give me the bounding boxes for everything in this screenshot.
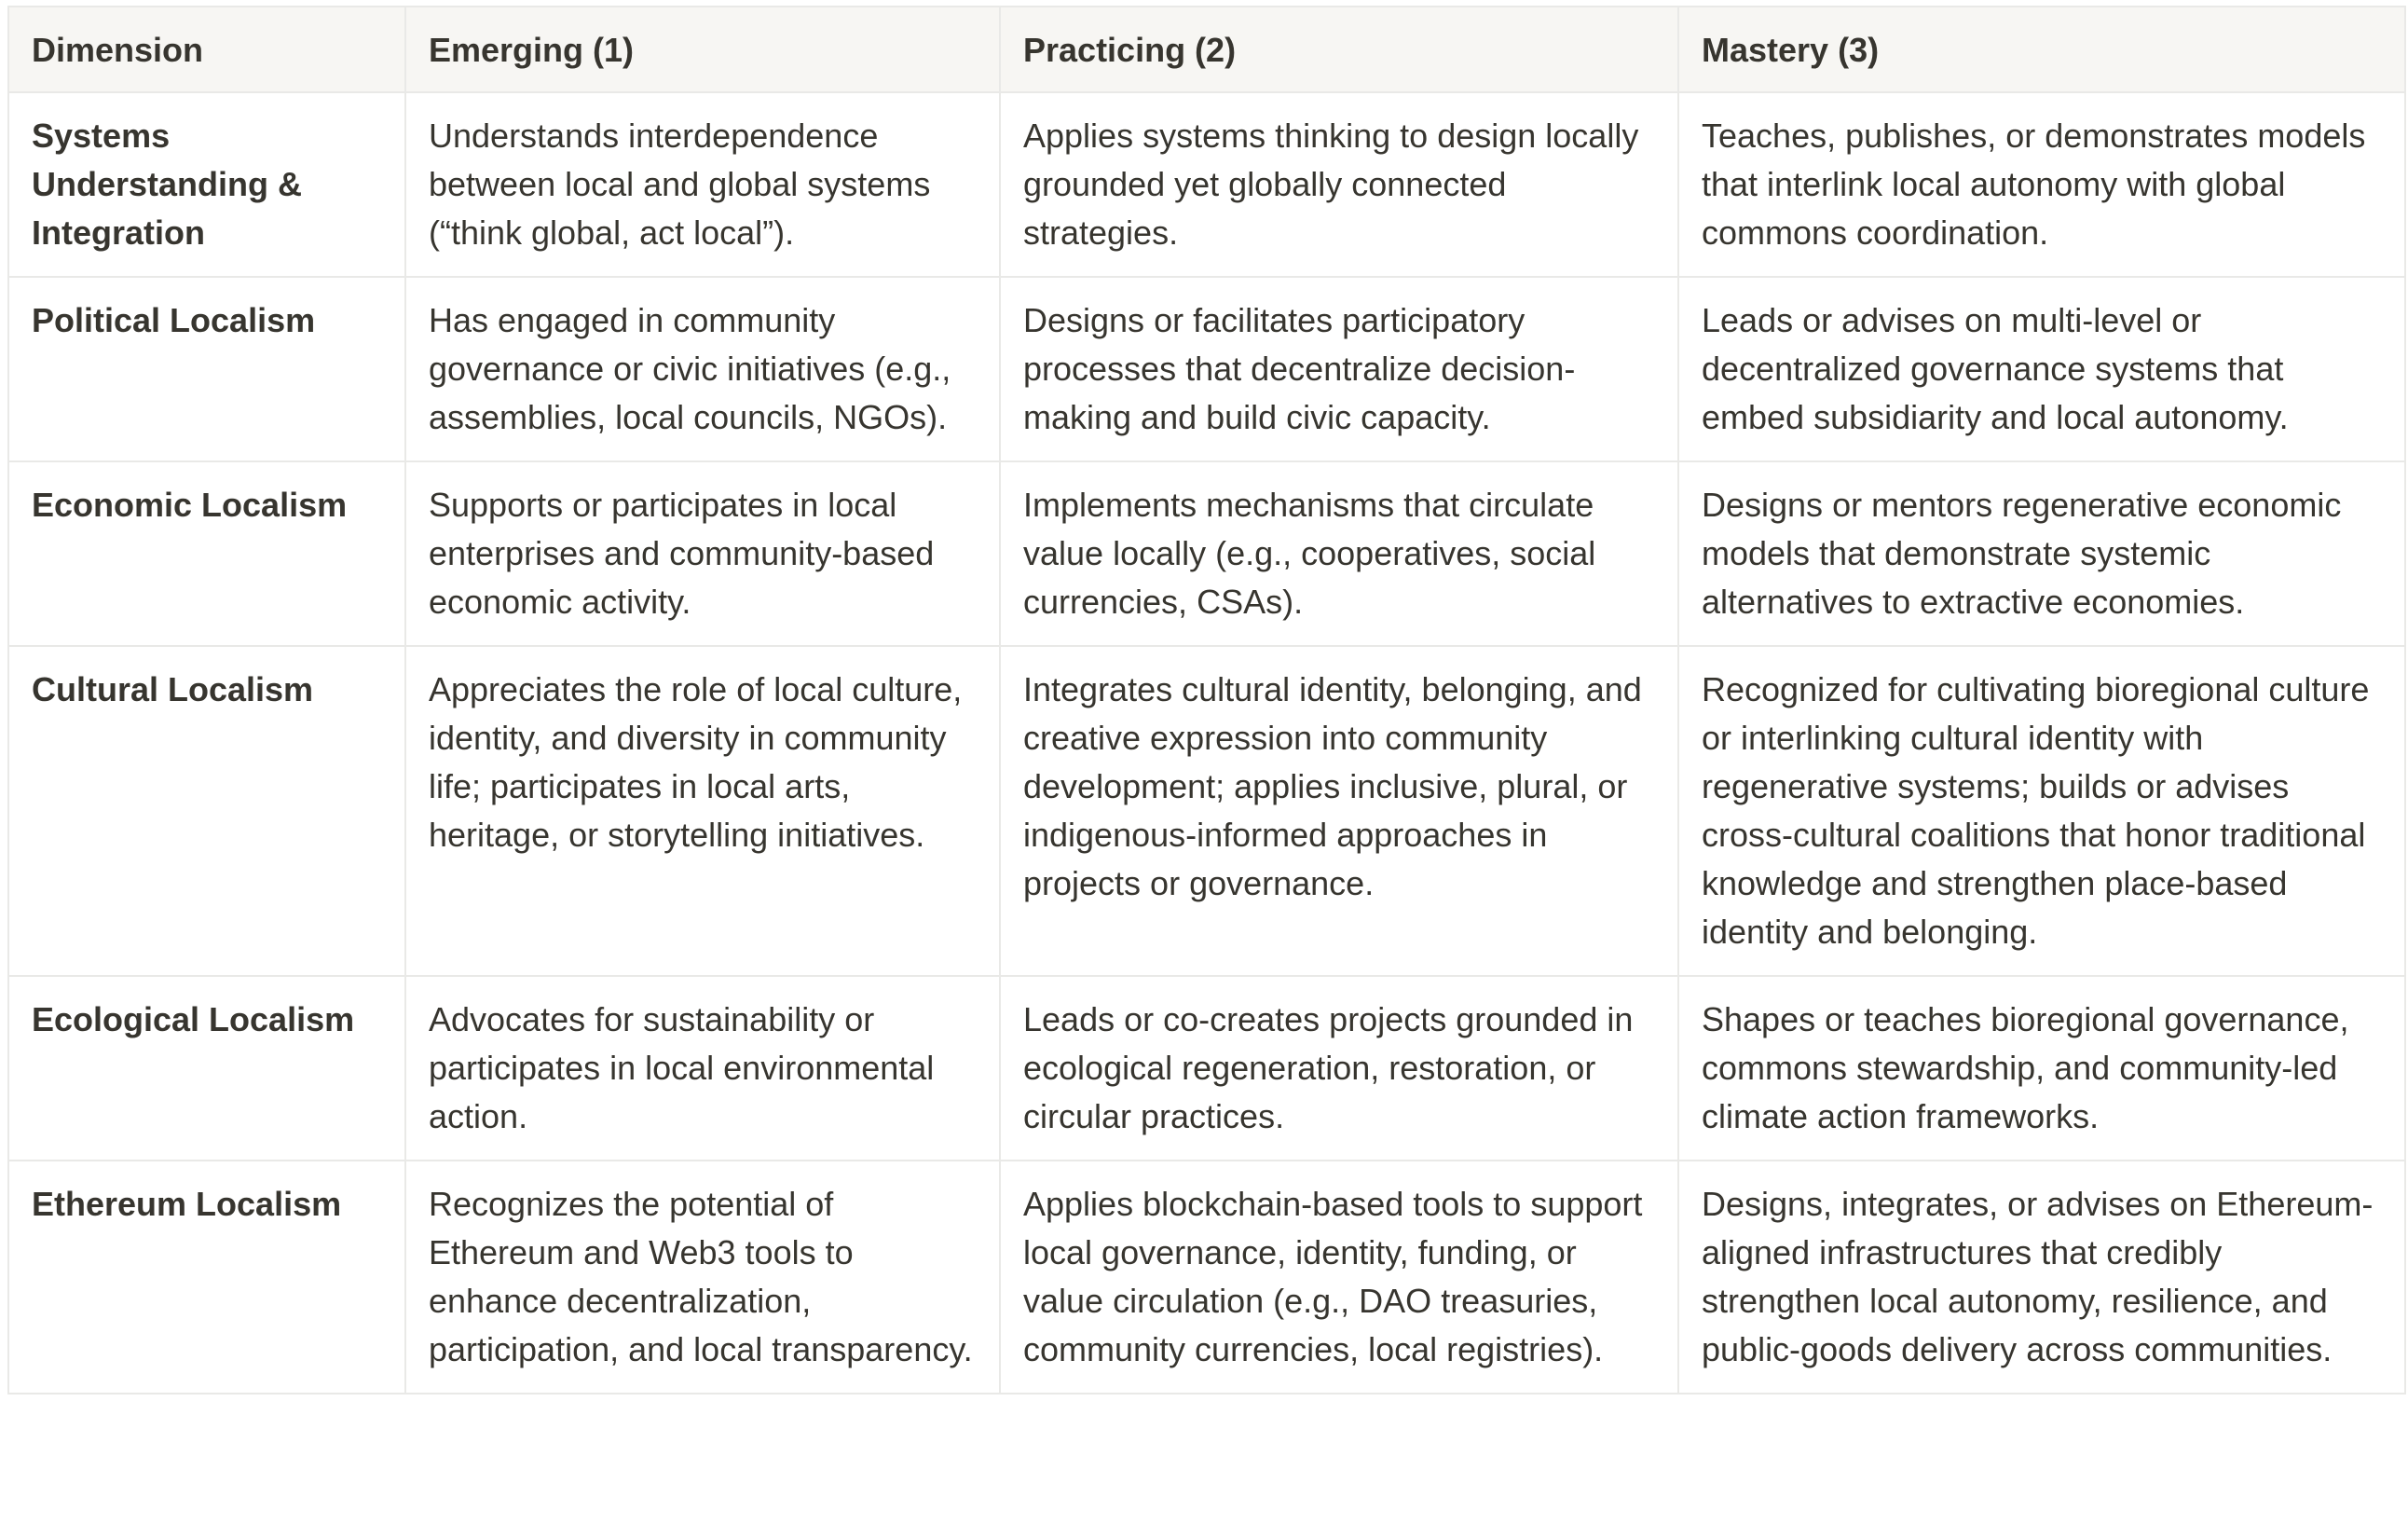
emerging-cell: Supports or participates in local enterprises and community-based economic activity. (405, 461, 1000, 646)
dimension-cell: Cultural Localism (8, 646, 405, 976)
practicing-cell: Integrates cultural identity, belonging, and creative expression into community development; applies inclusive, plural, or indigenous-informed approaches in projects or governance. (1000, 646, 1678, 976)
table-row (8, 976, 2405, 1161)
table-row (8, 646, 2405, 976)
emerging-cell: Appreciates the role of local culture, identity, and diversity in community life; participates in local arts, heritage, or storytelling initiatives. (405, 646, 1000, 976)
header-row (8, 7, 2405, 92)
table-row (8, 92, 2405, 277)
mastery-cell: Recognized for cultivating bioregional culture or interlinking cultural identity with regenerative systems; builds or advises cross-cultural coalitions that honor traditional knowledge and strengthen place-based identity and belonging. (1678, 646, 2405, 976)
mastery-cell: Teaches, publishes, or demonstrates models that interlink local autonomy with global commons coordination. (1678, 92, 2405, 277)
practicing-cell: Applies systems thinking to design locally grounded yet globally connected strategies. (1000, 92, 1678, 277)
mastery-cell: Designs or mentors regenerative economic models that demonstrate systemic alternatives to extractive economies. (1678, 461, 2405, 646)
header-practicing: Practicing (2) (1000, 7, 1678, 92)
mastery-cell: Designs, integrates, or advises on Ethereum-aligned infrastructures that credibly strengthen local autonomy, resilience, and public-goods delivery across communities. (1678, 1161, 2405, 1394)
table-row (8, 277, 2405, 461)
dimension-cell: Systems Understanding & Integration (8, 92, 405, 277)
dimension-cell: Ethereum Localism (8, 1161, 405, 1394)
practicing-cell: Applies blockchain-based tools to support local governance, identity, funding, or value circulation (e.g., DAO treasuries, community currencies, local registries). (1000, 1161, 1678, 1394)
practicing-cell: Implements mechanisms that circulate value locally (e.g., cooperatives, social currencies, CSAs). (1000, 461, 1678, 646)
localism-rubric-table (7, 6, 2406, 1394)
emerging-cell: Has engaged in community governance or civic initiatives (e.g., assemblies, local councils, NGOs). (405, 277, 1000, 461)
mastery-cell: Shapes or teaches bioregional governance, commons stewardship, and community-led climate action frameworks. (1678, 976, 2405, 1161)
table-row (8, 1161, 2405, 1394)
dimension-cell: Economic Localism (8, 461, 405, 646)
header-mastery: Mastery (3) (1678, 7, 2405, 92)
table-row (8, 461, 2405, 646)
header-dimension: Dimension (8, 7, 405, 92)
dimension-cell: Ecological Localism (8, 976, 405, 1161)
emerging-cell: Advocates for sustainability or participates in local environmental action. (405, 976, 1000, 1161)
emerging-cell: Understands interdependence between local and global systems (“think global, act local”). (405, 92, 1000, 277)
mastery-cell: Leads or advises on multi-level or decentralized governance systems that embed subsidiarity and local autonomy. (1678, 277, 2405, 461)
emerging-cell: Recognizes the potential of Ethereum and Web3 tools to enhance decentralization, participation, and local transparency. (405, 1161, 1000, 1394)
practicing-cell: Designs or facilitates participatory processes that decentralize decision-making and build civic capacity. (1000, 277, 1678, 461)
dimension-cell: Political Localism (8, 277, 405, 461)
practicing-cell: Leads or co-creates projects grounded in ecological regeneration, restoration, or circular practices. (1000, 976, 1678, 1161)
header-emerging: Emerging (1) (405, 7, 1000, 92)
rubric-table-wrapper (7, 6, 2406, 1394)
